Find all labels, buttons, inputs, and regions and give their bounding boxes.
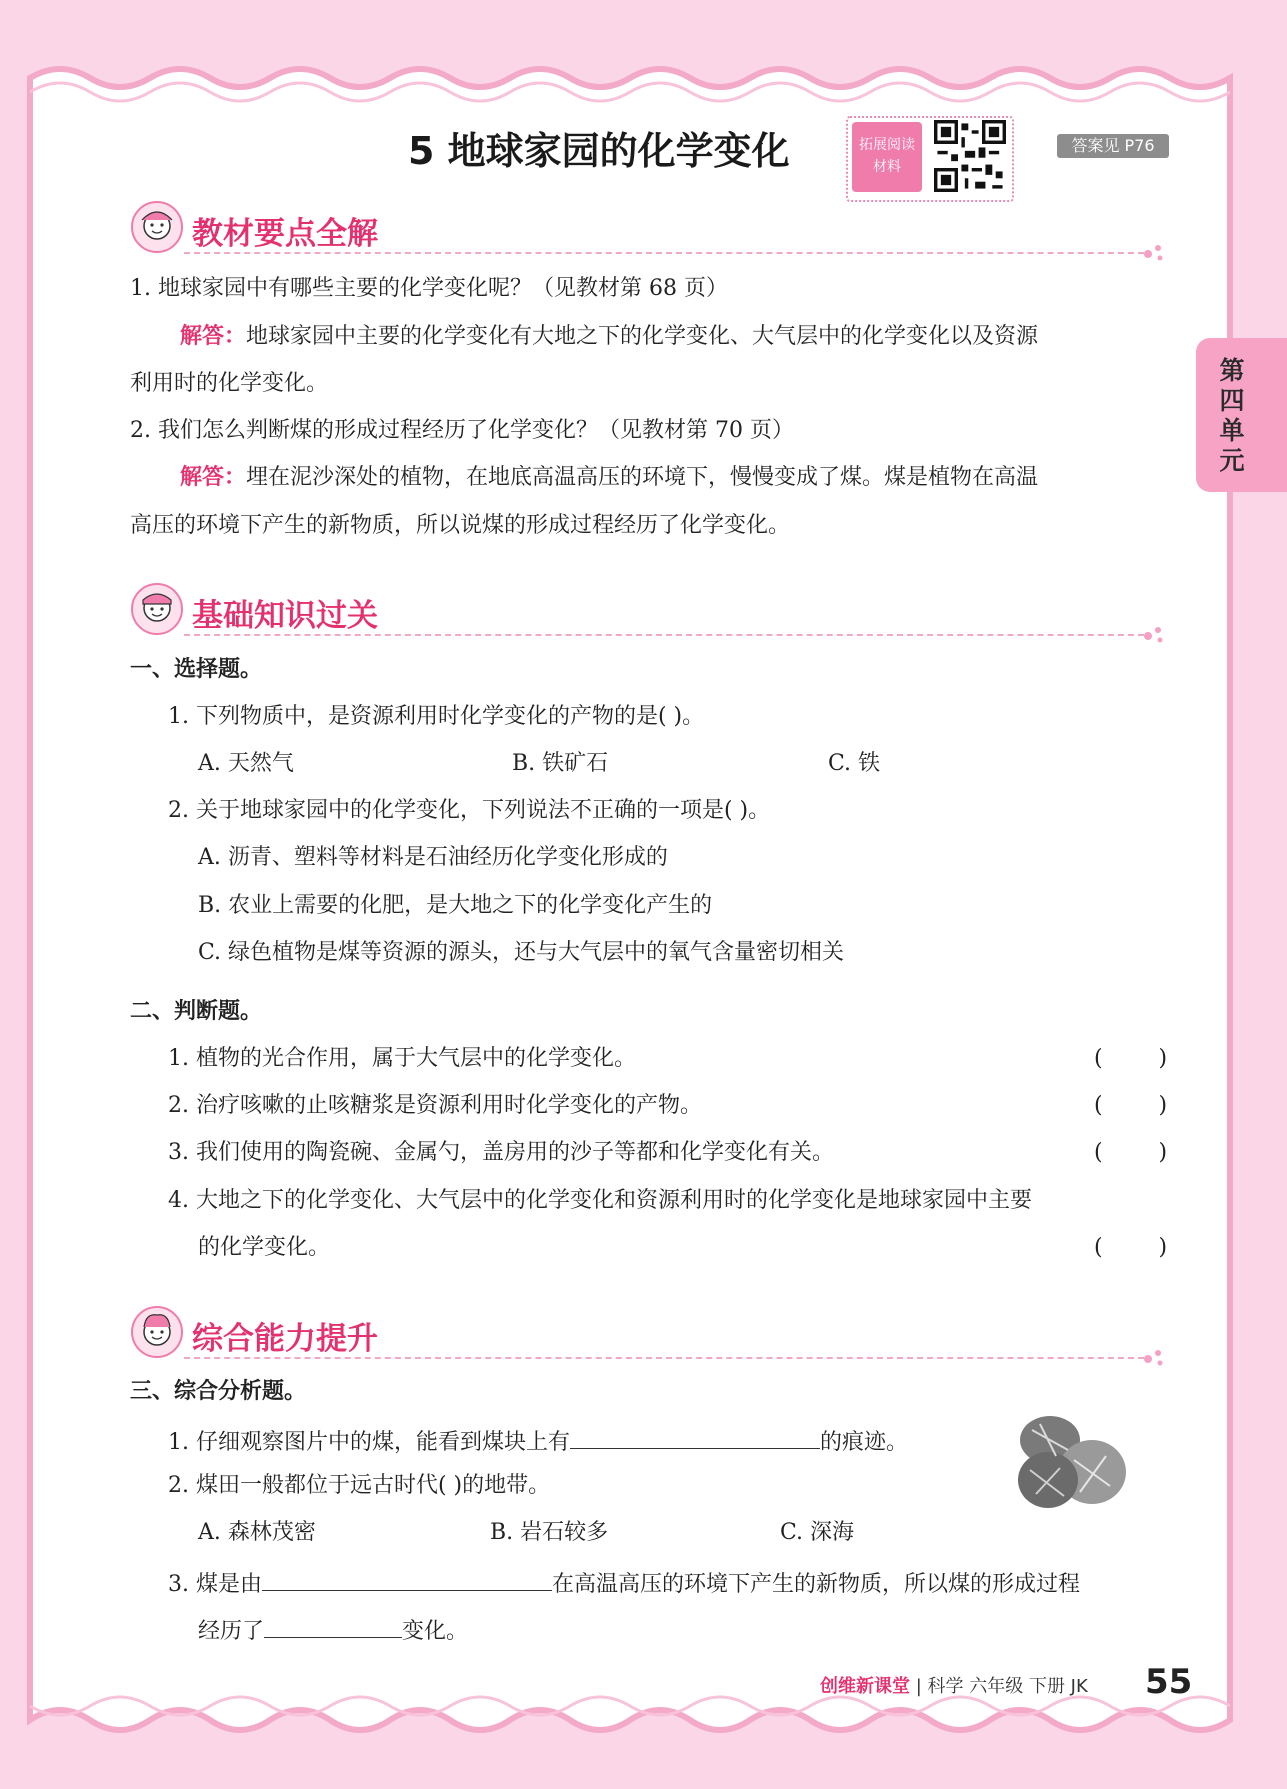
question-text: 变化。	[402, 1619, 469, 1644]
section-divider	[184, 252, 1144, 254]
choice-option-b[interactable]: B. 岩石较多	[490, 1520, 609, 1545]
section-divider	[184, 634, 1144, 636]
unit-tab-label: 第四单元	[1219, 356, 1245, 475]
answer-paren[interactable]: ( )	[1094, 1235, 1168, 1260]
section-title: 综合能力提升	[192, 1321, 378, 1357]
answer-2-line-1	[180, 463, 1038, 493]
fill-blank[interactable]	[262, 1566, 552, 1591]
qr-label-line2: 材料	[873, 159, 901, 175]
analysis-question-2: 2. 煤田一般都位于远古时代( )的地带。	[168, 1473, 551, 1498]
page-number: 55	[1145, 1662, 1193, 1702]
fill-blank[interactable]	[264, 1613, 402, 1638]
student-mascot-icon	[130, 200, 184, 254]
question-text: 经历了	[198, 1619, 265, 1644]
answer-paren[interactable]: ( )	[1094, 1046, 1168, 1071]
section-title: 基础知识过关	[192, 598, 378, 634]
choice-option-a[interactable]: A. 沥青、塑料等材料是石油经历化学变化形成的	[198, 845, 668, 870]
choice-option-c[interactable]: C. 绿色植物是煤等资源的源头，还与大气层中的氧气含量密切相关	[198, 940, 845, 965]
answer-paren[interactable]: ( )	[1094, 1140, 1168, 1165]
part-heading-judgment: 二、判断题。	[130, 999, 263, 1024]
student-mascot-icon	[130, 1305, 184, 1359]
section-header-basics	[130, 582, 1170, 642]
choice-option-a[interactable]: A. 森林茂密	[198, 1520, 316, 1545]
judgment-question-4-line-2: 的化学变化。	[198, 1235, 331, 1260]
answer-1-line-1	[180, 322, 1038, 352]
choice-question-2: 2. 关于地球家园中的化学变化，下列说法不正确的一项是( )。	[168, 798, 771, 823]
key-question-1: 1. 地球家园中有哪些主要的化学变化呢？（见教材第 68 页）	[130, 276, 728, 301]
part-heading-choice: 一、选择题。	[130, 657, 263, 682]
choice-option-a[interactable]: A. 天然气	[198, 751, 294, 776]
qr-label-line1: 拓展阅读	[859, 137, 915, 153]
choice-question-1: 1. 下列物质中，是资源利用时化学变化的产物的是( )。	[168, 704, 705, 729]
analysis-question-3-line-2	[198, 1613, 468, 1647]
decorative-dots-icon	[1140, 238, 1170, 264]
coal-fossil-image	[1010, 1410, 1126, 1514]
choice-option-b[interactable]: B. 农业上需要的化肥，是大地之下的化学变化产生的	[198, 893, 713, 918]
judgment-question-4: 4. 大地之下的化学变化、大气层中的化学变化和资源利用时的化学变化是地球家园中主要	[168, 1188, 1032, 1213]
section-title: 教材要点全解	[192, 216, 378, 252]
choice-option-c[interactable]: C. 深海	[780, 1520, 855, 1545]
choice-option-b[interactable]: B. 铁矿石	[512, 751, 609, 776]
analysis-question-3	[168, 1566, 1080, 1600]
book-info: | 科学 六年级 下册 JK	[915, 1676, 1088, 1697]
brand-name: 创维新课堂	[820, 1676, 910, 1697]
answer-1-line-2: 利用时的化学变化。	[130, 371, 329, 396]
lesson-title: 5 地球家园的化学变化	[408, 129, 790, 173]
answer-reference-badge: 答案见 P76	[1057, 134, 1169, 158]
footer-info	[820, 1672, 1088, 1698]
student-mascot-icon	[130, 582, 184, 636]
key-question-2: 2. 我们怎么判断煤的形成过程经历了化学变化？（见教材第 70 页）	[130, 418, 794, 443]
choice-option-c[interactable]: C. 铁	[828, 751, 881, 776]
analysis-question-1	[168, 1424, 908, 1458]
question-text: 1. 仔细观察图片中的煤，能看到煤块上有	[168, 1430, 570, 1455]
judgment-question-3: 3. 我们使用的陶瓷碗、金属勺，盖房用的沙子等都和化学变化有关。	[168, 1140, 834, 1165]
answer-text: 地球家园中主要的化学变化有大地之下的化学变化、大气层中的化学变化以及资源	[246, 324, 1039, 349]
decorative-dots-icon	[1140, 1343, 1170, 1369]
judgment-question-1: 1. 植物的光合作用，属于大气层中的化学变化。	[168, 1046, 636, 1071]
answer-text: 埋在泥沙深处的植物，在地底高温高压的环境下，慢慢变成了煤。煤是植物在高温	[246, 465, 1039, 490]
section-header-key-points	[130, 200, 1170, 260]
decorative-dots-icon	[1140, 620, 1170, 646]
section-divider	[184, 1357, 1144, 1359]
qr-code-icon[interactable]	[934, 120, 1006, 192]
answer-2-line-2: 高压的环境下产生的新物质，所以说煤的形成过程经历了化学变化。	[130, 513, 791, 538]
section-header-ability	[130, 1305, 1170, 1365]
answer-label: 解答：	[180, 324, 247, 349]
question-text: 3. 煤是由	[168, 1572, 262, 1597]
answer-paren[interactable]: ( )	[1094, 1093, 1168, 1118]
extended-reading-label	[852, 122, 922, 192]
question-text: 的痕迹。	[820, 1430, 909, 1455]
part-heading-analysis: 三、综合分析题。	[130, 1379, 307, 1404]
judgment-question-2: 2. 治疗咳嗽的止咳糖浆是资源利用时化学变化的产物。	[168, 1093, 702, 1118]
question-text: 在高温高压的环境下产生的新物质，所以煤的形成过程	[551, 1572, 1080, 1597]
answer-label: 解答：	[180, 465, 247, 490]
fill-blank[interactable]	[570, 1424, 820, 1449]
